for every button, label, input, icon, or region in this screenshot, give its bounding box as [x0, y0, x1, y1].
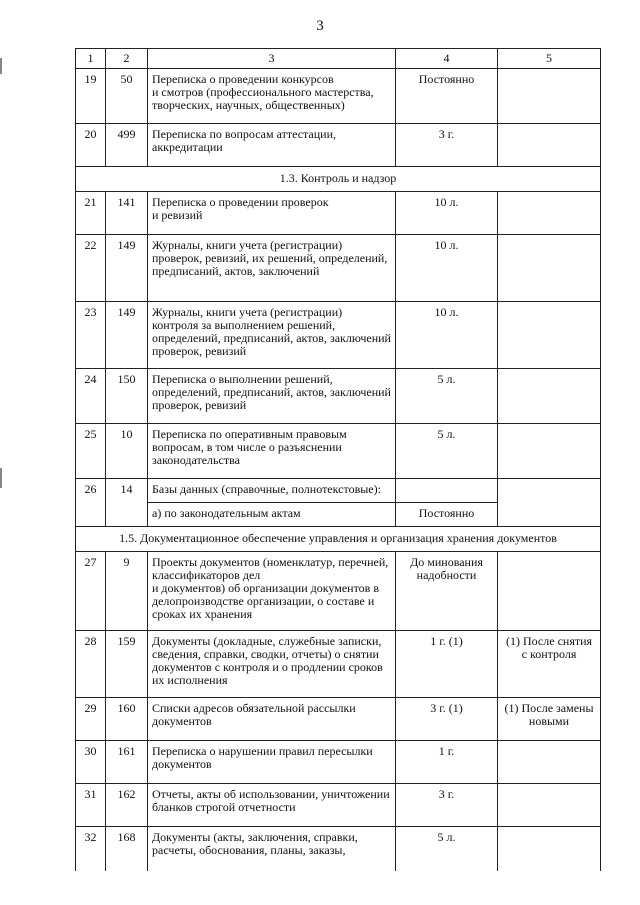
- document-type-text: Проекты документов (номенклатур, перечней, классификаторов дел и документов) об организации документов в делопроизводстве организации, о составе и сроках их хранения: [152, 555, 389, 621]
- retention-table: [75, 48, 601, 871]
- article-index-text: 149: [117, 305, 136, 319]
- row-number-cell: [76, 302, 106, 369]
- document-type-cell: [148, 552, 396, 631]
- note-cell: [498, 69, 601, 124]
- table-row: [76, 369, 601, 424]
- retention-term-cell: [396, 698, 498, 741]
- article-index-text: 499: [117, 127, 136, 141]
- retention-term-cell: [396, 552, 498, 631]
- header-col-2: 2: [106, 49, 148, 69]
- retention-term-cell: [396, 69, 498, 124]
- table-row: [76, 302, 601, 369]
- article-index-text: 149: [117, 238, 136, 252]
- retention-term-text: Постоянно: [418, 72, 475, 86]
- retention-term-cell: [396, 784, 498, 827]
- retention-term-text: До минования надобности: [410, 555, 483, 582]
- note-cell: [498, 479, 601, 527]
- row-number-cell: [76, 827, 106, 872]
- document-type-text: Документы (докладные, служебные записки, сведения, справки, сводки, отчеты) о снятии документов с контроля и о продлении сроков их исполнения: [152, 634, 383, 687]
- note-cell: [498, 827, 601, 872]
- article-index-cell: [106, 235, 148, 302]
- retention-term-cell: [396, 192, 498, 235]
- retention-term-text: 5 л.: [437, 830, 456, 844]
- retention-term-cell: [396, 369, 498, 424]
- retention-term-text: 3 г.: [438, 787, 455, 801]
- row-number-text: 24: [84, 372, 97, 386]
- row-number-text: 27: [84, 555, 97, 569]
- note-cell: [498, 631, 601, 698]
- row-number-text: 28: [84, 634, 97, 648]
- article-index-text: 159: [117, 634, 136, 648]
- retention-term-text: 5 л.: [437, 372, 456, 386]
- note-cell: [498, 369, 601, 424]
- row-number-cell: [76, 369, 106, 424]
- table-row: [76, 552, 601, 631]
- table-row: [76, 235, 601, 302]
- document-type-text: Переписка по вопросам аттестации, аккредитации: [152, 127, 337, 154]
- document-type-text: Переписка о выполнении решений, определений, предписаний, актов, заключений проверок, ревизий: [152, 372, 391, 412]
- document-type-cell: [148, 124, 396, 167]
- document-type-cell: [148, 424, 396, 479]
- article-index-text: 161: [117, 744, 136, 758]
- header-col-5: 5: [498, 49, 601, 69]
- table-row: [76, 827, 601, 872]
- row-number-text: 20: [84, 127, 97, 141]
- row-number-cell: [76, 124, 106, 167]
- row-number-cell: [76, 235, 106, 302]
- row-number-cell: [76, 479, 106, 527]
- retention-term-text: 3 г. (1): [430, 701, 463, 715]
- document-type-text: Отчеты, акты об использовании, уничтожении бланков строгой отчетности: [152, 787, 390, 814]
- subrow-term: Постоянно: [418, 506, 475, 520]
- note-cell: [498, 741, 601, 784]
- retention-term-cell: [396, 741, 498, 784]
- note-cell: [498, 124, 601, 167]
- section-row: [76, 167, 601, 192]
- subrow-text: а) по законодательным актам: [152, 506, 301, 520]
- subrow-term-cell: [396, 503, 498, 527]
- left-margin-mark-bottom: [0, 468, 2, 488]
- table-body: [76, 69, 601, 872]
- document-type-text: Документы (акты, заключения, справки, расчеты, обоснования, планы, заказы,: [152, 830, 358, 857]
- article-index-text: 168: [117, 830, 136, 844]
- document-type-text: Журналы, книги учета (регистрации) контроля за выполнением решений, определений, предписаний, актов, заключений проверок, ревизий: [152, 305, 391, 358]
- row-number-text: 22: [84, 238, 97, 252]
- document-type-text: Переписка о проведении проверок и ревизий: [152, 195, 329, 222]
- retention-term-text: 10 л.: [434, 195, 459, 209]
- article-index-cell: [106, 552, 148, 631]
- row-number-text: 31: [84, 787, 97, 801]
- retention-term-text: 10 л.: [434, 238, 459, 252]
- row-number-text: 26: [84, 482, 97, 496]
- retention-term-text: 10 л.: [434, 305, 459, 319]
- document-type-cell: [148, 698, 396, 741]
- table-row: [76, 124, 601, 167]
- retention-term-cell: [396, 424, 498, 479]
- article-index-text: 50: [120, 72, 133, 86]
- retention-term-cell: [396, 235, 498, 302]
- document-type-cell: [148, 69, 396, 124]
- table-row: [76, 479, 601, 503]
- article-index-cell: [106, 698, 148, 741]
- note-cell: [498, 698, 601, 741]
- document-type-cell: [148, 479, 396, 503]
- article-index-text: 10: [120, 427, 133, 441]
- article-index-cell: [106, 827, 148, 872]
- retention-term-cell: [396, 302, 498, 369]
- row-number-text: 19: [84, 72, 97, 86]
- row-number-cell: [76, 698, 106, 741]
- row-number-cell: [76, 192, 106, 235]
- table-row: [76, 698, 601, 741]
- document-type-cell: [148, 369, 396, 424]
- page-number: 3: [316, 18, 324, 34]
- section-title: 1.5. Документационное обеспечение управления и организация хранения документов: [76, 527, 601, 552]
- table-row: [76, 631, 601, 698]
- article-index-text: 9: [123, 555, 130, 569]
- article-index-text: 160: [117, 701, 136, 715]
- note-cell: [498, 552, 601, 631]
- article-index-text: 150: [117, 372, 136, 386]
- article-index-cell: [106, 69, 148, 124]
- row-number-text: 23: [84, 305, 97, 319]
- row-number-cell: [76, 631, 106, 698]
- retention-term-cell: [396, 124, 498, 167]
- note-cell: [498, 192, 601, 235]
- section-row: [76, 527, 601, 552]
- document-type-text: Переписка по оперативным правовым вопросам, в том числе о разъяснении законодательства: [152, 427, 347, 467]
- row-number-cell: [76, 69, 106, 124]
- header-col-1: 1: [76, 49, 106, 69]
- note-text: (1) После замены новыми: [504, 701, 594, 728]
- header-row: [76, 49, 601, 69]
- row-number-text: 25: [84, 427, 97, 441]
- article-index-cell: [106, 192, 148, 235]
- row-number-text: 32: [84, 830, 97, 844]
- table-row: [76, 192, 601, 235]
- article-index-cell: [106, 479, 148, 527]
- document-type-text: Базы данных (справочные, полнотекстовые):: [152, 482, 381, 496]
- article-index-cell: [106, 741, 148, 784]
- article-index-cell: [106, 424, 148, 479]
- row-number-text: 29: [84, 701, 97, 715]
- note-cell: [498, 302, 601, 369]
- document-type-cell: [148, 827, 396, 872]
- article-index-cell: [106, 369, 148, 424]
- retention-term-cell: [396, 631, 498, 698]
- section-title: 1.3. Контроль и надзор: [76, 167, 601, 192]
- retention-term-cell: [396, 479, 498, 503]
- note-cell: [498, 235, 601, 302]
- retention-term-text: 1 г.: [438, 744, 455, 758]
- document-type-cell: [148, 192, 396, 235]
- subrow-text-cell: [148, 503, 396, 527]
- retention-term-text: 5 л.: [437, 427, 456, 441]
- table-row: [76, 784, 601, 827]
- article-index-text: 141: [117, 195, 136, 209]
- article-index-cell: [106, 631, 148, 698]
- header-col-3: 3: [148, 49, 396, 69]
- article-index-cell: [106, 124, 148, 167]
- retention-term-cell: [396, 827, 498, 872]
- article-index-text: 162: [117, 787, 136, 801]
- document-type-cell: [148, 302, 396, 369]
- document-type-cell: [148, 741, 396, 784]
- article-index-text: 14: [120, 482, 133, 496]
- document-type-text: Журналы, книги учета (регистрации) проверок, ревизий, их решений, определений, предписаний, актов, заключений: [152, 238, 388, 278]
- note-cell: [498, 424, 601, 479]
- document-type-cell: [148, 784, 396, 827]
- article-index-cell: [106, 784, 148, 827]
- row-number-cell: [76, 424, 106, 479]
- retention-term-text: 1 г. (1): [430, 634, 463, 648]
- table-row: [76, 424, 601, 479]
- header-col-4: 4: [396, 49, 498, 69]
- note-cell: [498, 784, 601, 827]
- table-row: [76, 741, 601, 784]
- document-type-text: Переписка о нарушении правил пересылки документов: [152, 744, 373, 771]
- row-number-text: 21: [84, 195, 97, 209]
- row-number-cell: [76, 552, 106, 631]
- document-type-cell: [148, 631, 396, 698]
- row-number-text: 30: [84, 744, 97, 758]
- table-row: [76, 69, 601, 124]
- retention-term-text: 3 г.: [438, 127, 455, 141]
- document-type-cell: [148, 235, 396, 302]
- left-margin-mark-top: [0, 58, 2, 74]
- document-type-text: Переписка о проведении конкурсов и смотров (профессионального мастерства, творческих, научных, общественных): [152, 72, 374, 112]
- article-index-cell: [106, 302, 148, 369]
- row-number-cell: [76, 784, 106, 827]
- row-number-cell: [76, 741, 106, 784]
- note-text: (1) После снятия с контроля: [505, 634, 593, 661]
- document-type-text: Списки адресов обязательной рассылки документов: [152, 701, 356, 728]
